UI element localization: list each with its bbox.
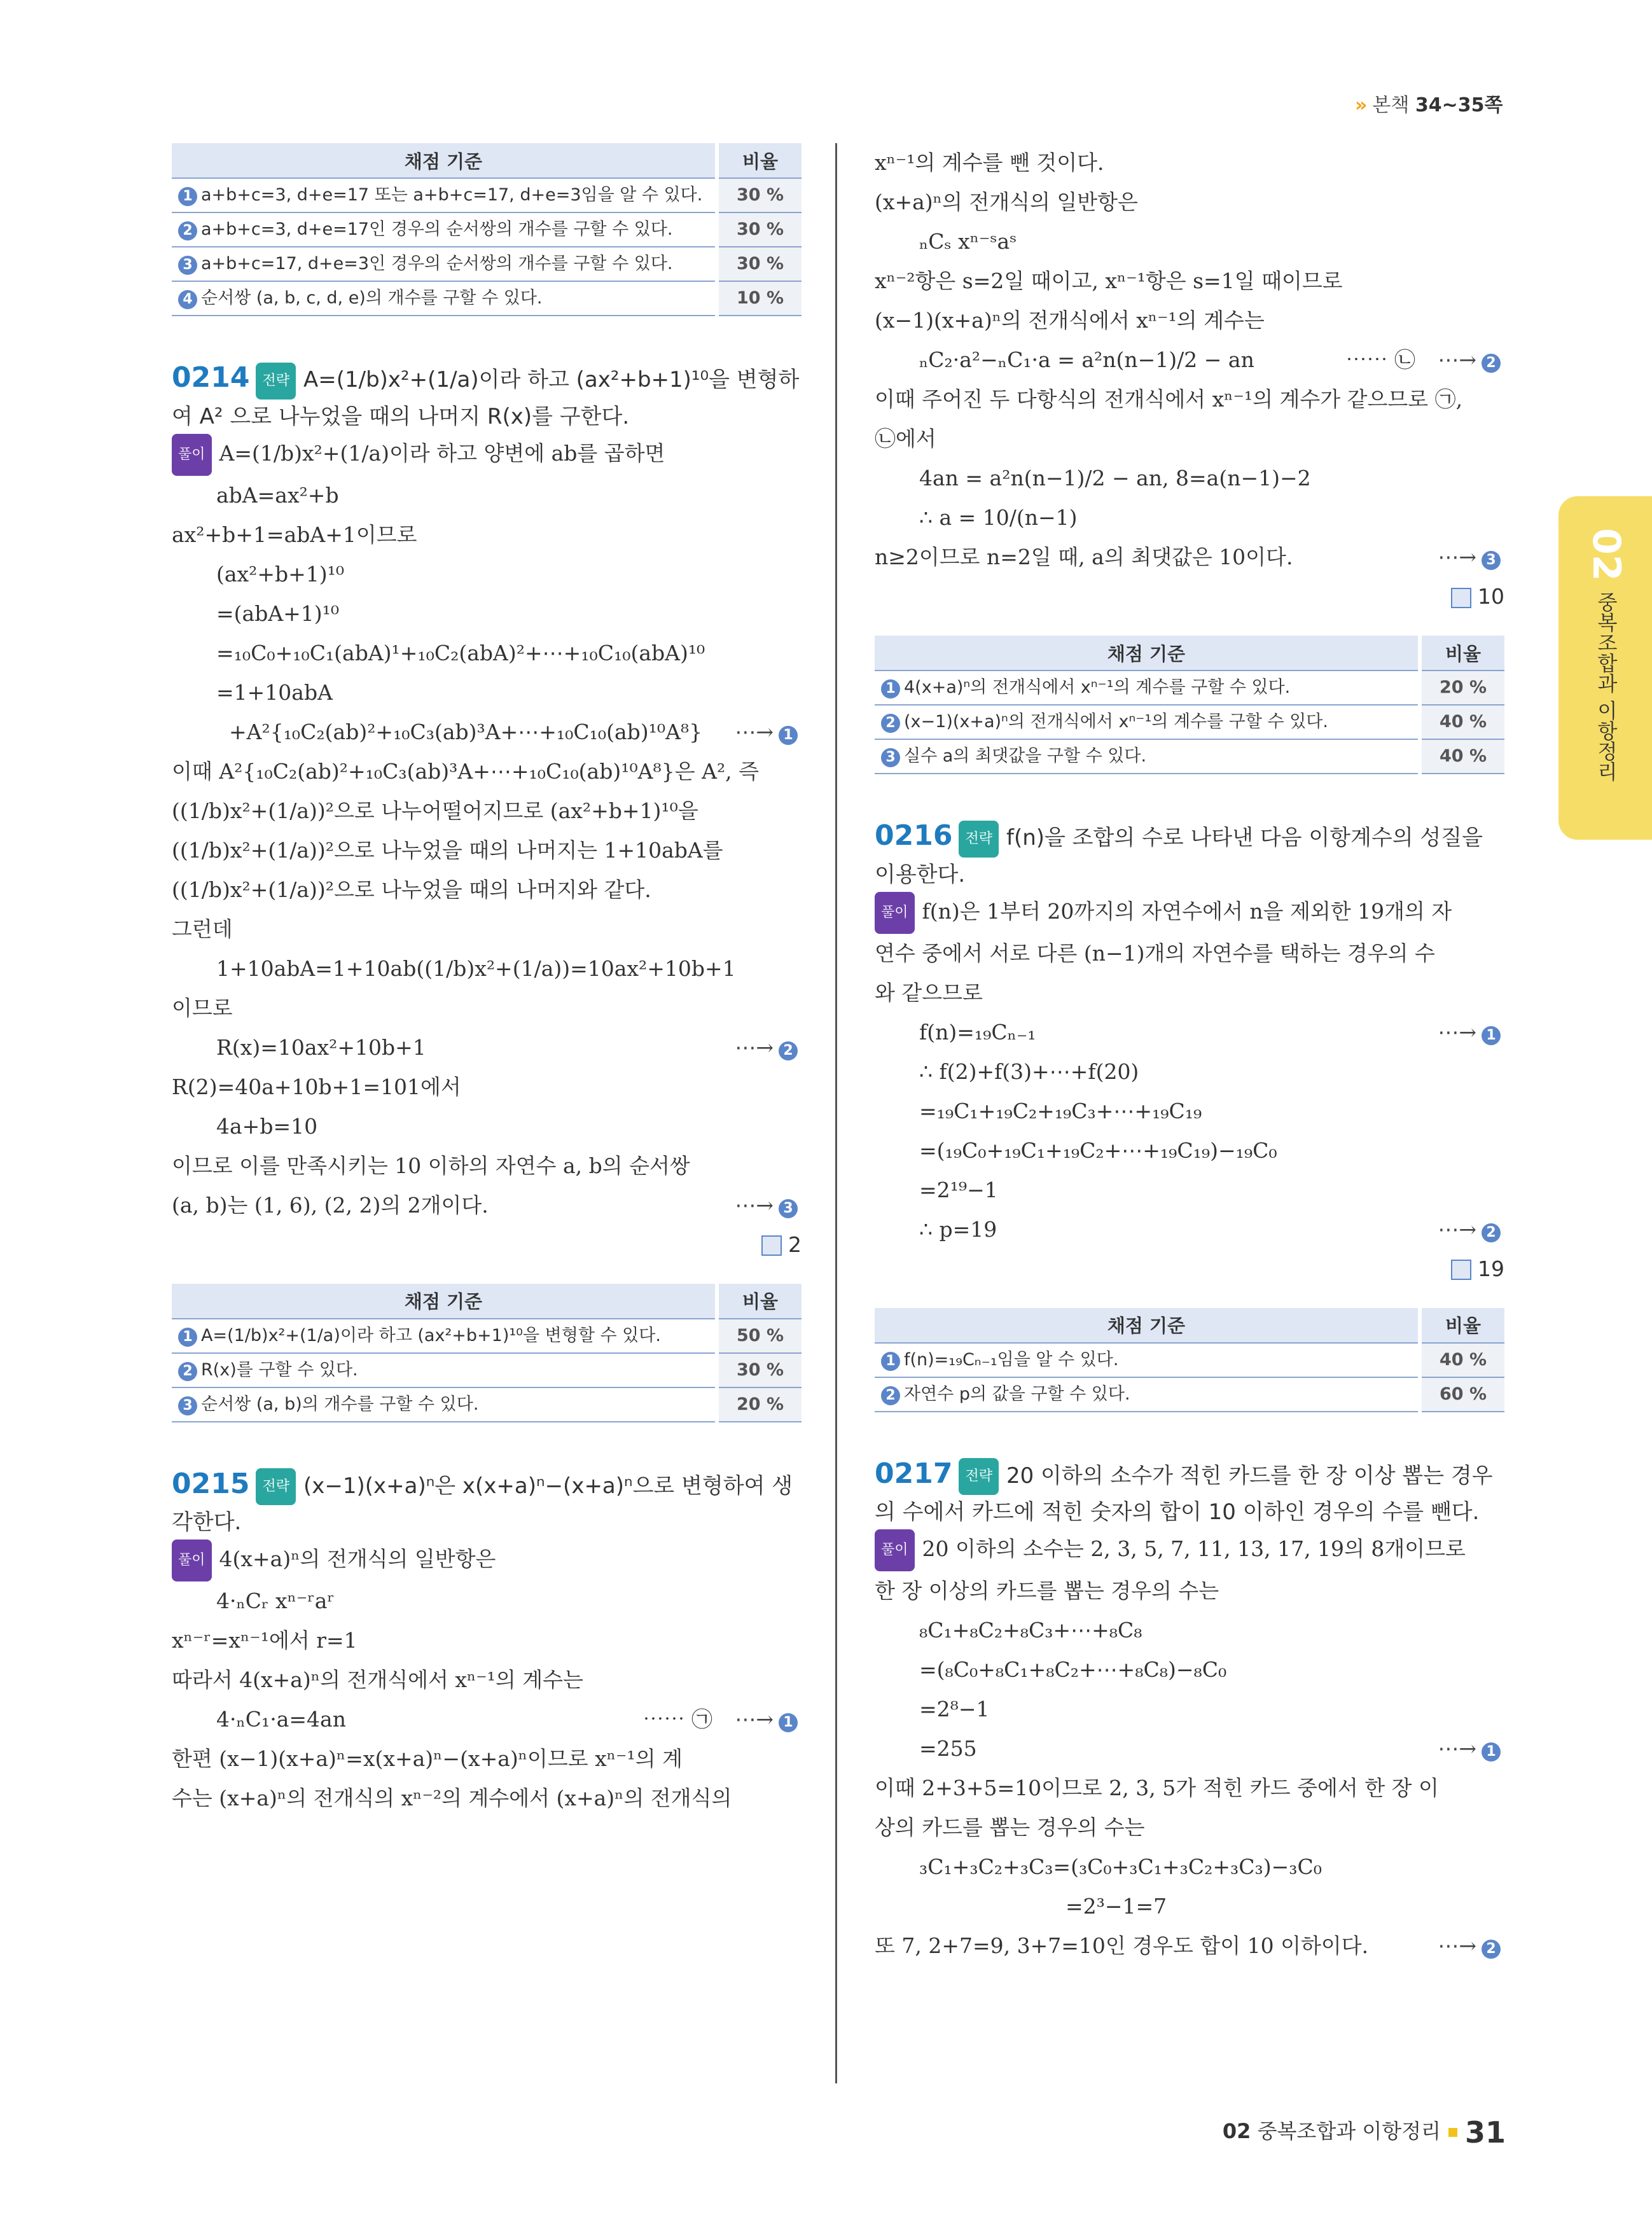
problem-0217-solution: 풀이 20 이하의 소수는 2, 3, 5, 7, 11, 13, 17, 19의 8개이므로 한 장 이상의 카드를 뽑는 경우의 수는 ₈C₁+₈C₂+₈C₃+⋯+₈C₈ =(₈C₀+₈C₁+₈C₂+⋯+₈C₈)−₈C₀ =2⁸−1 =255 ⋯→ 1 이때 2+3+5=10이므로 2, 3, 5가 적힌 카드 중에서 한 장 이 상의 카드를 뽑는 경우의 수는 ₃C₁+₃C₂+₃C₃=(₃C₀+₃C₁+₃C₂+₃C₃)−₃C₀ =2³−1=7 또 7, 2+7=9, 3+7=10인 경우도 합이 10 이하이다. ⋯→ 2 xyxy=(875,1529,1504,1966)
answer-box-icon xyxy=(1451,1260,1471,1280)
problem-number: 0217 xyxy=(875,1457,953,1490)
page-reference: » 본책 34~35쪽 xyxy=(1355,94,1503,116)
table-header-criteria: 채점 기준 xyxy=(172,1284,717,1319)
step-marker: ⋯→ 2 xyxy=(735,1028,802,1067)
circled-number-icon: 2 xyxy=(779,1041,798,1060)
table-row: 2 자연수 p의 값을 구할 수 있다. 60 % xyxy=(875,1377,1504,1412)
double-chevron-icon: » xyxy=(1355,94,1368,116)
table-header-criteria: 채점 기준 xyxy=(875,1308,1420,1343)
circled-number-icon: 2 xyxy=(1482,1223,1501,1242)
step-marker: ⋯→ 2 xyxy=(1438,1210,1504,1249)
circled-number-icon: 2 xyxy=(178,1362,197,1381)
problem-0217-strategy: 0217 전략 20 이하의 소수가 적힌 카드를 한 장 이상 뽑는 경우의 수에서 카드에 적힌 숫자의 합이 10 이하인 경우의 수를 뺀다. xyxy=(875,1457,1493,1525)
circled-number-icon: 3 xyxy=(1482,551,1501,570)
problem-0215-solution: 풀이 4(x+a)ⁿ의 전개식의 일반항은 4·ₙCᵣ xⁿ⁻ʳaʳ xⁿ⁻ʳ=xⁿ⁻¹에서 r=1 따라서 4(x+a)ⁿ의 전개식에서 xⁿ⁻¹의 계수는 4·ₙC₁·a=4an ⋯⋯ ㉠ ⋯→ 1 한편 (x−1)(x+a)ⁿ=x(x+a)ⁿ−(x+a)ⁿ이므로 xⁿ⁻¹의 계 수는 (x+a)ⁿ의 전개식의 xⁿ⁻²의 계수에서 (x+a)ⁿ의 전개식의 xyxy=(172,1539,802,1818)
table-row: 2 R(x)를 구할 수 있다. 30 % xyxy=(172,1353,802,1387)
step-marker: ⋯→ 1 xyxy=(735,712,802,752)
strategy-badge: 전략 xyxy=(959,821,999,858)
answer-box-icon xyxy=(1451,588,1471,608)
table-header-rate: 비율 xyxy=(1420,1308,1504,1343)
circled-number-icon: 1 xyxy=(881,1352,900,1371)
circled-number-icon: 1 xyxy=(1482,1026,1501,1045)
table-header-criteria: 채점 기준 xyxy=(172,143,717,178)
table-row: 3 a+b+c=17, d+e=3인 경우의 순서쌍의 개수를 구할 수 있다. 30 % xyxy=(172,247,802,281)
circled-number-icon: 1 xyxy=(779,1713,798,1732)
problem-0215-strategy: 0215 전략 (x−1)(x+a)ⁿ은 x(x+a)ⁿ−(x+a)ⁿ으로 변형하여 생각한다. xyxy=(172,1467,793,1535)
problem-0216-strategy: 0216 전략 f(n)을 조합의 수로 나타낸 다음 이항계수의 성질을 이용한다. xyxy=(875,819,1483,887)
circled-number-icon: 3 xyxy=(178,1396,197,1415)
table-row: 2 (x−1)(x+a)ⁿ의 전개식에서 xⁿ⁻¹의 계수를 구할 수 있다. 40 % xyxy=(875,705,1504,739)
circled-number-icon: 3 xyxy=(881,748,900,767)
circled-number-icon: 1 xyxy=(881,679,900,698)
right-column xyxy=(875,143,1504,1966)
left-column xyxy=(172,143,802,1818)
scoring-table-0215 xyxy=(875,636,1504,774)
step-marker: ⋯→ 1 xyxy=(735,1700,802,1739)
problem-0215-solution-cont: xⁿ⁻¹의 계수를 뺀 것이다. (x+a)ⁿ의 전개식의 일반항은 ₙCₛ xⁿ⁻ˢaˢ xⁿ⁻²항은 s=2일 때이고, xⁿ⁻¹항은 s=1일 때이므로 (x−1)(x+a)ⁿ의 전개식에서 xⁿ⁻¹의 계수는 ₙC₂·a²−ₙC₁·a = a²n(n−1)/2 − an ⋯⋯ ㉡ ⋯→ 2 이때 주어진 두 다항식의 전개식에서 xⁿ⁻¹의 계수가 같으므로 ㉠, ㉡에서 4an = a²n(n−1)/2 − an, 8=a(n−1)−2 ∴ a = 10/(n−1) n≥2이므로 n=2일 때, a의 최댓값은 10이다. ⋯→ 3 10 xyxy=(875,143,1504,616)
circled-number-icon: 2 xyxy=(881,714,900,733)
answer: 2 xyxy=(172,1225,802,1265)
solution-badge: 풀이 xyxy=(875,892,915,934)
table-row: 1 4(x+a)ⁿ의 전개식에서 xⁿ⁻¹의 계수를 구할 수 있다. 20 % xyxy=(875,671,1504,705)
circled-number-icon: 4 xyxy=(178,290,197,309)
solution-badge: 풀이 xyxy=(172,434,212,476)
step-marker: ⋯→ 2 xyxy=(1438,340,1504,380)
problem-0216-solution: 풀이 f(n)은 1부터 20까지의 자연수에서 n을 제외한 19개의 자 연수 중에서 서로 다른 (n−1)개의 자연수를 택하는 경우의 수 와 같으므로 f(n)=₁₉Cₙ₋₁ ⋯→ 1 ∴ f(2)+f(3)+⋯+f(20) =₁₉C₁+₁₉C₂+₁₉C₃+⋯+₁₉C₁₉ =(₁₉C₀+₁₉C₁+₁₉C₂+⋯+₁₉C₁₉)−₁₉C₀ =2¹⁹−1 ∴ p=19 ⋯→ 2 19 xyxy=(875,892,1504,1289)
circled-number-icon: 1 xyxy=(178,187,197,206)
problem-number: 0214 xyxy=(172,361,250,394)
answer: 10 xyxy=(875,577,1504,616)
step-marker: ⋯→ 3 xyxy=(735,1186,802,1225)
scoring-table-0216 xyxy=(875,1308,1504,1412)
circled-number-icon: 1 xyxy=(1482,1742,1501,1762)
scoring-table-0213 xyxy=(172,143,802,316)
column-divider xyxy=(835,143,837,2083)
table-row: 1 f(n)=₁₉Cₙ₋₁임을 알 수 있다. 40 % xyxy=(875,1343,1504,1377)
circled-number-icon: 2 xyxy=(881,1386,900,1405)
table-row: 3 실수 a의 최댓값을 구할 수 있다. 40 % xyxy=(875,739,1504,774)
table-header-criteria: 채점 기준 xyxy=(875,636,1420,671)
problem-0214-strategy: 0214 전략 A=(1/b)x²+(1/a)이라 하고 (ax²+b+1)¹⁰을 변형하여 A² 으로 나누었을 때의 나머지 R(x)를 구한다. xyxy=(172,361,800,429)
table-row: 1 A=(1/b)x²+(1/a)이라 하고 (ax²+b+1)¹⁰을 변형할 수 있다. 50 % xyxy=(172,1319,802,1353)
strategy-badge: 전략 xyxy=(256,363,296,400)
scoring-table-0214 xyxy=(172,1284,802,1422)
answer-box-icon xyxy=(761,1235,782,1256)
circled-number-icon: 3 xyxy=(779,1199,798,1218)
answer: 19 xyxy=(875,1249,1504,1289)
circled-number-icon: 2 xyxy=(178,221,197,240)
circled-number-icon: 3 xyxy=(178,256,197,275)
step-marker: ⋯→ 2 xyxy=(1438,1926,1504,1966)
table-row: 2 a+b+c=3, d+e=17인 경우의 순서쌍의 개수를 구할 수 있다. 30 % xyxy=(172,212,802,247)
step-marker: ⋯→ 3 xyxy=(1438,538,1504,577)
table-header-rate: 비율 xyxy=(1420,636,1504,671)
table-header-rate: 비율 xyxy=(717,143,802,178)
problem-number: 0216 xyxy=(875,819,953,852)
chapter-title: 중복조합과 이항정리 xyxy=(1594,592,1618,782)
problem-0214-solution: 풀이 A=(1/b)x²+(1/a)이라 하고 양변에 ab를 곱하면 abA=ax²+b ax²+b+1=abA+1이므로 (ax²+b+1)¹⁰ =(abA+1)¹⁰ =₁₀C₀+₁₀C₁(abA)¹+₁₀C₂(abA)²+⋯+₁₀C₁₀(abA)¹⁰ =1+10abA +A²{₁₀C₂(ab)²+₁₀C₃(ab)³A+⋯+₁₀C₁₀(ab)¹⁰A⁸} ⋯→ 1 이때 A²{₁₀C₂(ab)²+₁₀C₃(ab)³A+⋯+₁₀C₁₀(ab)¹⁰A⁸}은 A², 즉 ((1/b)x²+(1/a))²으로 나누어떨어지므로 (ax²+b+1)¹⁰을 ((1/b)x²+(1/a))²으로 나누었을 때의 나머지는 1+10abA를 ((1/b)x²+(1/a))²으로 나누었을 때의 나머지와 같다. 그런데 1+10abA=1+10ab((1/b)x²+(1/a))=10ax²+10b+1 이므로 R(x)=10ax²+10b+1 ⋯→ 2 R(2)=40a+10b+1=101에서 4a+b=10 이므로 이를 만족시키는 10 이하의 자연수 a, b의 순서쌍 (a, b)는 (1, 6), (2, 2)의 2개이다. ⋯→ 3 2 xyxy=(172,434,802,1265)
step-marker: ⋯→ 1 xyxy=(1438,1729,1504,1769)
solution-badge: 풀이 xyxy=(172,1539,212,1581)
circled-number-icon: 2 xyxy=(1482,354,1501,373)
chapter-side-tab[interactable] xyxy=(1558,496,1652,840)
circled-number-icon: 1 xyxy=(178,1328,197,1347)
square-bullet-icon xyxy=(1448,2128,1457,2137)
solution-badge: 풀이 xyxy=(875,1529,915,1571)
page-number: 31 xyxy=(1464,2115,1506,2150)
step-marker: ⋯→ 1 xyxy=(1438,1013,1504,1052)
circled-number-icon: 1 xyxy=(779,726,798,745)
table-header-rate: 비율 xyxy=(717,1284,802,1319)
page-footer: 02 중복조합과 이항정리 31 xyxy=(1222,2115,1506,2150)
table-row: 1 a+b+c=3, d+e=17 또는 a+b+c=17, d+e=3임을 알 수 있다. 30 % xyxy=(172,178,802,212)
table-row: 3 순서쌍 (a, b)의 개수를 구할 수 있다. 20 % xyxy=(172,1387,802,1422)
problem-number: 0215 xyxy=(172,1467,250,1500)
table-row: 4 순서쌍 (a, b, c, d, e)의 개수를 구할 수 있다. 10 % xyxy=(172,281,802,316)
circled-number-icon: 2 xyxy=(1482,1940,1501,1959)
strategy-badge: 전략 xyxy=(959,1458,999,1495)
strategy-badge: 전략 xyxy=(256,1468,296,1505)
chapter-number: 02 xyxy=(1584,528,1628,581)
